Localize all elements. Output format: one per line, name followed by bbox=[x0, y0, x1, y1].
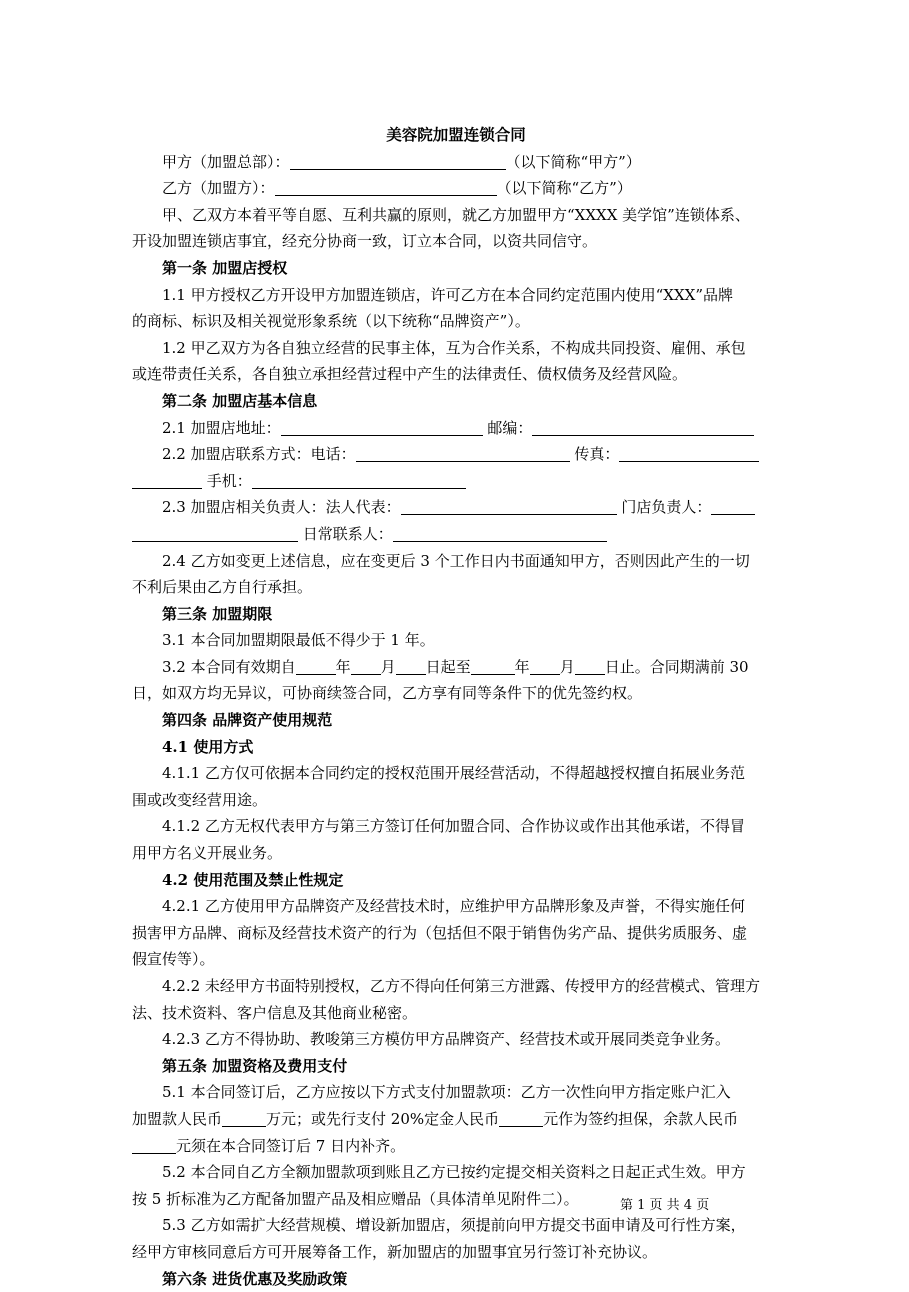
clause-5-3-line-1: 5.3 乙方如需扩大经营规模、增设新加盟店，须提前向甲方提交书面申请及可行性方案， bbox=[162, 1216, 746, 1235]
fax-blank[interactable] bbox=[619, 446, 759, 462]
clause-4-2-2-line-2: 法、技术资料、客户信息及其他商业秘密。 bbox=[132, 1003, 418, 1022]
preamble-line-2: 开设加盟连锁店事宜，经充分协商一致，订立本合同，以资共同信守。 bbox=[132, 232, 598, 251]
zip-label: 邮编： bbox=[487, 418, 533, 437]
end-month-blank[interactable] bbox=[530, 659, 560, 675]
deposit-amount-blank[interactable] bbox=[499, 1111, 543, 1127]
fee-amount-blank[interactable] bbox=[222, 1111, 266, 1127]
clause-4-1-2-line-1: 4.1.2 乙方无权代表甲方与第三方签订任何加盟合同、合作协议或作出其他承诺，不得冒 bbox=[162, 817, 745, 836]
contract-body bbox=[132, 122, 780, 1292]
clause-5-1-line-1: 5.1 本合同签订后，乙方应按以下方式支付加盟款项：乙方一次性向甲方指定账户汇入 bbox=[162, 1083, 731, 1102]
party-b-line bbox=[132, 175, 780, 202]
clause-1-2-line-1: 1.2 甲乙双方为各自独立经营的民事主体，互为合作关系，不构成共同投资、雇佣、承包 bbox=[162, 338, 746, 357]
party-a-suffix: （以下简称“甲方”） bbox=[505, 152, 641, 171]
clause-5-3-line-2: 经甲方审核同意后方可开展筹备工作，新加盟店的加盟事宜另行签订补充协议。 bbox=[132, 1242, 658, 1261]
year-label: 年 bbox=[335, 657, 351, 676]
preamble-line-1: 甲、乙双方本着平等自愿、互利共赢的原则，就乙方加盟甲方“XXXX 美学馆”连锁体系、 bbox=[162, 205, 750, 224]
month-label-end: 月 bbox=[559, 657, 575, 676]
clause-1-1-line-1: 1.1 甲方授权乙方开设甲方加盟连锁店，许可乙方在本合同约定范围内使用“XXX”品牌 bbox=[162, 285, 733, 304]
clause-2-1 bbox=[132, 415, 780, 442]
party-b-suffix: （以下简称“乙方”） bbox=[496, 179, 632, 198]
clause-2-2-line-1 bbox=[132, 441, 780, 468]
clause-4-1-2-line-2: 用甲方名义开展业务。 bbox=[132, 844, 283, 863]
clause-5-1-line-2 bbox=[132, 1106, 780, 1133]
clause-4-2-1-line-2: 损害甲方品牌、商标及经营技术资产的行为（包括但不限于销售伪劣产品、提供劣质服务、虚 bbox=[132, 923, 748, 942]
fax-blank-continued[interactable] bbox=[132, 473, 202, 489]
subsection-4-1-title: 4.1 使用方式 bbox=[162, 737, 254, 756]
subsection-4-2-title: 4.2 使用范围及禁止性规定 bbox=[162, 870, 344, 889]
legal-rep-blank[interactable] bbox=[401, 499, 617, 515]
clause-3-1: 3.1 本合同加盟期限最低不得少于 1 年。 bbox=[162, 631, 435, 650]
month-label: 月 bbox=[380, 657, 396, 676]
party-a-blank[interactable] bbox=[290, 154, 506, 170]
clause-1-2-line-2: 或连带责任关系，各自独立承担经营过程中产生的法律责任、债权债务及经营风险。 bbox=[132, 365, 688, 384]
store-address-blank[interactable] bbox=[281, 420, 483, 436]
clause-3-2-line-2: 日，如双方均无异议，可协商续签合同，乙方享有同等条件下的优先签约权。 bbox=[132, 684, 643, 703]
clause-4-2-3: 4.2.3 乙方不得协助、教唆第三方模仿甲方品牌资产、经营技术或开展同类竞争业务。 bbox=[162, 1030, 730, 1049]
store-manager-blank[interactable] bbox=[711, 499, 755, 515]
store-address-label: 2.1 加盟店地址： bbox=[162, 418, 281, 437]
party-b-blank[interactable] bbox=[275, 180, 497, 196]
clause-3-2-line-1 bbox=[132, 654, 780, 681]
year-label-end: 年 bbox=[514, 657, 530, 676]
zip-blank[interactable] bbox=[532, 420, 754, 436]
clause-5-2-line-2: 按 5 折标准为乙方配备加盟产品及相应赠品（具体清单见附件二）。 bbox=[132, 1189, 579, 1208]
section-5-title: 第五条 加盟资格及费用支付 bbox=[162, 1056, 348, 1075]
start-day-blank[interactable] bbox=[396, 659, 426, 675]
clause-5-1-line-3 bbox=[132, 1133, 780, 1160]
clause-4-1-1-line-1: 4.1.1 乙方仅可依据本合同约定的授权范围开展经营活动，不得超越授权擅自拓展业务范 bbox=[162, 764, 745, 783]
clause-4-2-2-line-1: 4.2.2 未经甲方书面特别授权，乙方不得向任何第三方泄露、传授甲方的经营模式、管理方 bbox=[162, 977, 760, 995]
clause-2-4-line-2: 不利后果由乙方自行承担。 bbox=[132, 578, 313, 597]
phone-label: 2.2 加盟店联系方式：电话： bbox=[162, 445, 356, 464]
start-month-blank[interactable] bbox=[351, 659, 381, 675]
section-4-title: 第四条 品牌资产使用规范 bbox=[162, 711, 333, 730]
clause-2-3-line-1 bbox=[132, 494, 780, 521]
start-year-blank[interactable] bbox=[296, 659, 336, 675]
balance-amount-blank[interactable] bbox=[132, 1138, 176, 1154]
clause-4-2-1-line-1: 4.2.1 乙方使用甲方品牌资产及经营技术时，应维护甲方品牌形象及声誉，不得实施任何 bbox=[162, 897, 745, 916]
balance-due-text: 元须在本合同签订后 7 日内补齐。 bbox=[176, 1136, 406, 1155]
party-b-label: 乙方（加盟方）： bbox=[162, 179, 275, 198]
store-manager-label: 门店负责人： bbox=[621, 498, 712, 517]
store-manager-blank-continued[interactable] bbox=[132, 526, 298, 542]
fee-label: 加盟款人民币 bbox=[132, 1109, 223, 1128]
clause-2-4-line-1: 2.4 乙方如变更上述信息，应在变更后 3 个工作日内书面通知甲方，否则因此产生的一切 bbox=[162, 551, 750, 570]
end-day-blank[interactable] bbox=[575, 659, 605, 675]
page-footer: 第 1 页 共 4 页 bbox=[620, 1198, 710, 1213]
mobile-label: 手机： bbox=[206, 471, 252, 490]
section-2-title: 第二条 加盟店基本信息 bbox=[162, 391, 318, 410]
document-title: 美容院加盟连锁合同 bbox=[386, 125, 526, 144]
term-from-label: 3.2 本合同有效期自 bbox=[162, 657, 296, 676]
party-a-label: 甲方（加盟总部）： bbox=[162, 152, 290, 171]
section-1-title: 第一条 加盟店授权 bbox=[162, 258, 288, 277]
fax-label: 传真： bbox=[574, 445, 620, 464]
clause-2-2-line-2 bbox=[132, 468, 780, 495]
clause-5-2-line-1: 5.2 本合同自乙方全额加盟款项到账且乙方已按约定提交相关资料之日起正式生效。甲方 bbox=[162, 1163, 746, 1182]
balance-label: 元作为签约担保，余款人民币 bbox=[543, 1109, 739, 1128]
clause-2-3-line-2 bbox=[132, 521, 780, 548]
end-year-blank[interactable] bbox=[471, 659, 515, 675]
section-3-title: 第三条 加盟期限 bbox=[162, 604, 273, 623]
day-end-label: 日止。合同期满前 30 bbox=[604, 657, 749, 676]
clause-4-1-1-line-2: 围或改变经营用途。 bbox=[132, 790, 268, 809]
mobile-blank[interactable] bbox=[252, 473, 466, 489]
deposit-label: 万元；或先行支付 20%定金人民币 bbox=[266, 1109, 500, 1128]
day-to-label: 日起至 bbox=[425, 657, 471, 676]
daily-contact-blank[interactable] bbox=[393, 526, 607, 542]
clause-1-1-line-2: 的商标、标识及相关视觉形象系统（以下统称“品牌资产”）。 bbox=[132, 312, 530, 331]
legal-rep-label: 2.3 加盟店相关负责人：法人代表： bbox=[162, 498, 401, 517]
party-a-line bbox=[132, 149, 780, 176]
daily-contact-label: 日常联系人： bbox=[302, 524, 393, 543]
clause-4-2-1-line-3: 假宣传等）。 bbox=[132, 950, 215, 969]
phone-blank[interactable] bbox=[356, 446, 570, 462]
section-6-title: 第六条 进货优惠及奖励政策 bbox=[162, 1269, 348, 1288]
